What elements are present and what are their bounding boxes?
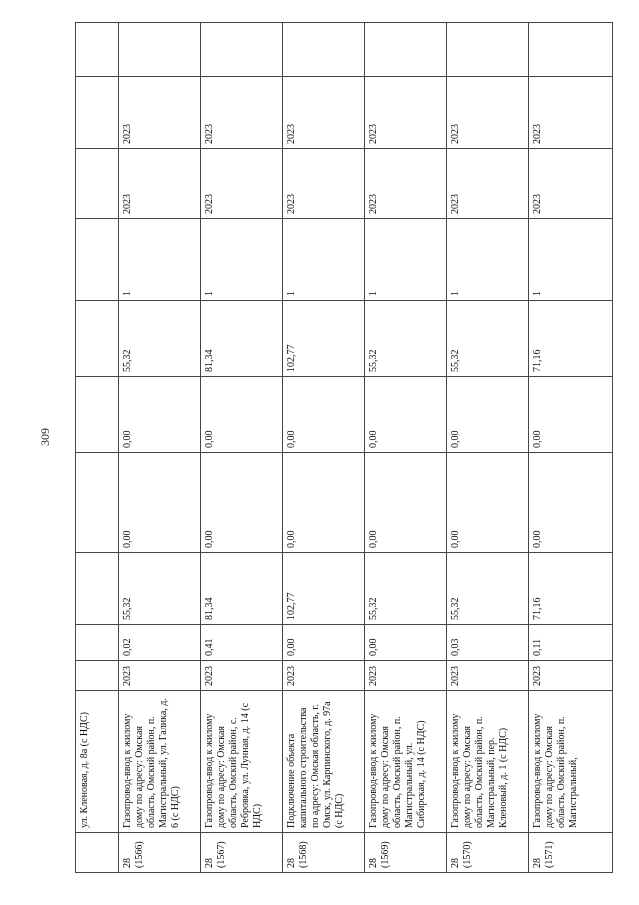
value-cell: [76, 625, 119, 661]
count-cell: [76, 219, 119, 301]
value-cell: 55,32: [447, 553, 529, 625]
count-cell: 1: [119, 219, 201, 301]
year-cell: [76, 77, 119, 149]
table-row: [119, 23, 201, 873]
value-cell: 102,77: [283, 553, 365, 625]
value-cell: 0,00: [119, 453, 201, 553]
table-row: [529, 23, 613, 873]
name-cell: Газопровод-ввод к жилому дому по адресу: Омская область, Омский район, с. Ребровка, ул. Лунная, д. 14 (с НДС): [201, 691, 283, 833]
value-cell: 0,00: [447, 377, 529, 453]
year-cell: 2023: [283, 77, 365, 149]
value-cell: 0,00: [365, 625, 447, 661]
empty-cell: [119, 23, 201, 77]
count-cell: 1: [447, 219, 529, 301]
year-cell: 2023: [365, 149, 447, 219]
rotated-table-wrapper: [75, 23, 613, 873]
count-cell: 1: [529, 219, 613, 301]
name-cell: Газопровод-ввод к жилому дому по адресу: Омская область, Омский район, п. Магистральный, ул. Сибирская, д. 14 (с НДС): [365, 691, 447, 833]
value-cell: 0,00: [283, 625, 365, 661]
data-table: [75, 22, 613, 873]
name-cell: ул. Кленовая, д. 8а (с НДС): [76, 691, 119, 833]
value-cell: 0,03: [447, 625, 529, 661]
table-row: [76, 23, 119, 873]
value-cell: 0,02: [119, 625, 201, 661]
empty-cell: [283, 23, 365, 77]
id-cell: 28 (1570): [447, 833, 529, 873]
year-cell: 2023: [283, 149, 365, 219]
year-cell: 2023: [447, 661, 529, 691]
empty-cell: [201, 23, 283, 77]
page-number: 309: [38, 428, 52, 446]
table-row: [365, 23, 447, 873]
year-cell: 2023: [365, 77, 447, 149]
name-cell: Подключение объекта капитального строительства по адресу: Омская область, г. Омск, ул. Карпинского, д. 97а (с НДС): [283, 691, 365, 833]
year-cell: 2023: [119, 661, 201, 691]
empty-cell: [529, 23, 613, 77]
table-row: [283, 23, 365, 873]
value-cell: 55,32: [365, 553, 447, 625]
count-cell: 1: [283, 219, 365, 301]
year-cell: 2023: [447, 149, 529, 219]
year-cell: 2023: [201, 77, 283, 149]
name-cell: Газопровод-ввод к жилому дому по адресу: Омская область, Омский район, п. Магистральный,: [529, 691, 613, 833]
value-cell: 81,34: [201, 553, 283, 625]
id-cell: 28 (1569): [365, 833, 447, 873]
id-cell: 28 (1568): [283, 833, 365, 873]
table-row: [201, 23, 283, 873]
year-cell: 2023: [119, 149, 201, 219]
id-cell: 28 (1567): [201, 833, 283, 873]
value-cell: 55,32: [119, 301, 201, 377]
value-cell: 0,00: [365, 453, 447, 553]
count-cell: 1: [365, 219, 447, 301]
year-cell: 2023: [119, 77, 201, 149]
count-cell: 1: [201, 219, 283, 301]
value-cell: 0,00: [365, 377, 447, 453]
year-cell: 2023: [283, 661, 365, 691]
empty-cell: [76, 23, 119, 77]
id-cell: 28 (1571): [529, 833, 613, 873]
year-cell: 2023: [529, 77, 613, 149]
value-cell: 0,00: [283, 453, 365, 553]
name-cell: Газопровод-ввод к жилому дому по адресу: Омская область, Омский район, п. Магистральный, ул. Галика, д. 6 (с НДС): [119, 691, 201, 833]
year-cell: 2023: [529, 661, 613, 691]
year-cell: 2023: [365, 661, 447, 691]
value-cell: 0,00: [529, 453, 613, 553]
year-cell: 2023: [529, 149, 613, 219]
year-cell: 2023: [201, 661, 283, 691]
value-cell: 71,16: [529, 553, 613, 625]
id-cell: [76, 833, 119, 873]
empty-cell: [447, 23, 529, 77]
value-cell: 55,32: [447, 301, 529, 377]
value-cell: 81,34: [201, 301, 283, 377]
value-cell: 0,00: [283, 377, 365, 453]
value-cell: [76, 301, 119, 377]
value-cell: 0,00: [529, 377, 613, 453]
year-cell: [76, 149, 119, 219]
value-cell: 0,00: [201, 377, 283, 453]
value-cell: [76, 377, 119, 453]
value-cell: 0,00: [201, 453, 283, 553]
value-cell: 0,00: [447, 453, 529, 553]
year-cell: 2023: [201, 149, 283, 219]
value-cell: 55,32: [365, 301, 447, 377]
value-cell: 0,11: [529, 625, 613, 661]
value-cell: 0,00: [119, 377, 201, 453]
value-cell: 71,16: [529, 301, 613, 377]
table-row: [447, 23, 529, 873]
year-cell: 2023: [447, 77, 529, 149]
name-cell: Газопровод-ввод к жилому дому по адресу: Омская область, Омский район, п. Магистральный, пер. Кленовый, д. 1 (с НДС): [447, 691, 529, 833]
value-cell: 55,32: [119, 553, 201, 625]
value-cell: [76, 453, 119, 553]
year-cell: [76, 661, 119, 691]
id-cell: 28 (1566): [119, 833, 201, 873]
value-cell: [76, 553, 119, 625]
value-cell: 102,77: [283, 301, 365, 377]
value-cell: 0,41: [201, 625, 283, 661]
empty-cell: [365, 23, 447, 77]
